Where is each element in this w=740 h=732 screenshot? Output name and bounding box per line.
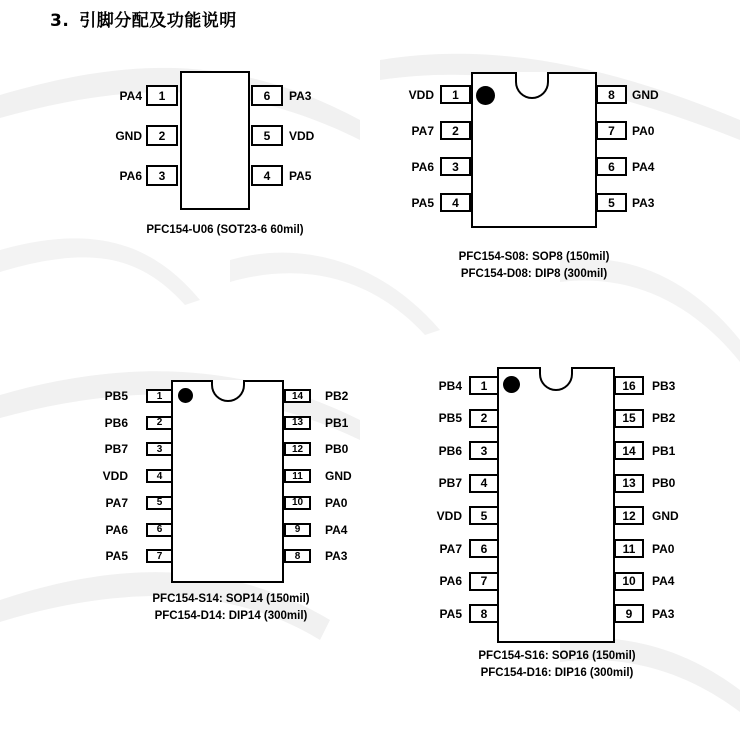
sop14-pin-label-13: PB1 [325, 415, 349, 430]
sop14-caption-1: PFC154-S14: SOP14 (150mil) [152, 593, 310, 605]
sop14-pin-label-8: PA3 [325, 549, 348, 564]
sop16-pin-6: 6 [469, 539, 499, 558]
sot23-pin-label-6: PA3 [289, 88, 312, 103]
sop16-pin-label-12: GND [652, 508, 679, 523]
section-title: 引脚分配及功能说明 [79, 11, 237, 31]
sop16-pin-2: 2 [469, 409, 499, 428]
sop8-pin-label-1: VDD [408, 87, 434, 102]
sop16-pin-label-13: PB0 [652, 476, 676, 491]
sot23-pin-1: 1 [146, 85, 178, 106]
sop14-pin-12: 12 [284, 442, 311, 456]
sop14-pin-label-1: PB5 [104, 389, 128, 403]
sop8-pin-label-2: PA7 [411, 123, 434, 138]
sop16-pin-label-7: PA6 [439, 574, 462, 589]
sop14-pin-label-4: VDD [102, 469, 128, 484]
sop16-pin-label-3: PB6 [438, 443, 462, 458]
sop8-pin-5: 5 [596, 193, 627, 212]
sop14-pin-13: 13 [284, 416, 311, 430]
sop16-pin-label-6: PA7 [439, 541, 462, 556]
sop16-chip-body [497, 367, 615, 643]
sop16-caption-2: PFC154-D16: DIP16 (300mil) [480, 667, 634, 679]
sop14-pin-10: 10 [284, 496, 311, 510]
sop16-pin-5: 5 [469, 506, 499, 525]
sot23-pin-4: 4 [251, 165, 283, 186]
sop14-caption-2: PFC154-D14: DIP14 (300mil) [154, 610, 308, 622]
sop16-pin-10: 10 [614, 572, 644, 591]
sop14-pin-4: 4 [146, 469, 173, 483]
sop16-pin-12: 12 [614, 506, 644, 525]
sop8-pin-label-8: GND [632, 87, 659, 102]
sop14-pin-14: 14 [284, 389, 311, 403]
sop16-pin-3: 3 [469, 441, 499, 460]
sop16-pin-label-4: PB7 [438, 476, 462, 491]
sop16-pin1-dot [503, 376, 520, 393]
sop16-pin-label-1: PB4 [438, 378, 462, 393]
sop8-pin-label-5: PA3 [632, 195, 655, 210]
sop16-pin-11: 11 [614, 539, 644, 558]
sop14-pin-label-7: PA5 [105, 549, 128, 564]
sop16-pin-label-5: VDD [436, 508, 462, 523]
sot23-caption-1: PFC154-U06 (SOT23-6 60mil) [146, 224, 304, 236]
sop14-pin-label-11: GND [325, 469, 352, 484]
sot23-pin-label-1: PA4 [119, 88, 142, 103]
sop16-pin-4: 4 [469, 474, 499, 493]
sot23-chip-body [180, 71, 250, 210]
sop8-pin-7: 7 [596, 121, 627, 140]
sop14-pin-7: 7 [146, 549, 173, 563]
sop14-chip-body [171, 380, 284, 583]
sop16-pin-15: 15 [614, 409, 644, 428]
sop14-pin-label-9: PA4 [325, 522, 348, 537]
sop8-pin-3: 3 [440, 157, 471, 176]
sop16-pin-9: 9 [614, 604, 644, 623]
sop14-pin-8: 8 [284, 549, 311, 563]
sot23-pin-label-4: PA5 [289, 168, 312, 183]
sot23-pin-label-2: GND [115, 128, 142, 143]
sop8-pin-label-3: PA6 [411, 159, 434, 174]
sop14-pin-3: 3 [146, 442, 173, 456]
sop16-caption-1: PFC154-S16: SOP16 (150mil) [478, 650, 636, 662]
sop14-pin-1: 1 [146, 389, 173, 403]
sop8-pin-2: 2 [440, 121, 471, 140]
sop14-pin-label-3: PB7 [104, 442, 128, 457]
sot23-pin-label-3: PA6 [119, 168, 142, 183]
sop14-pin-2: 2 [146, 416, 173, 430]
section-number: 3. [50, 11, 70, 31]
sop14-pin-9: 9 [284, 523, 311, 537]
sop16-pin-label-2: PB5 [438, 411, 462, 426]
sop14-pin-label-2: PB6 [104, 415, 128, 430]
sop16-pin-label-8: PA5 [439, 606, 462, 621]
sop8-pin-8: 8 [596, 85, 627, 104]
sop16-pin-label-15: PB2 [652, 411, 676, 426]
sop14-pin-label-6: PA6 [105, 522, 128, 537]
sop14-pin-11: 11 [284, 469, 311, 483]
sop16-pin-8: 8 [469, 604, 499, 623]
sop16-pin-7: 7 [469, 572, 499, 591]
sop8-pin-label-4: PA5 [411, 195, 434, 210]
sop8-pin-label-7: PA0 [632, 123, 655, 138]
sop14-pin-label-14: PB2 [325, 389, 349, 403]
sop8-caption-2: PFC154-D08: DIP8 (300mil) [460, 268, 608, 280]
sot23-pin-3: 3 [146, 165, 178, 186]
sop8-pin1-dot [476, 86, 495, 105]
sop14-pin1-dot [178, 388, 193, 403]
sop16-pin-label-10: PA4 [652, 574, 675, 589]
sot23-pin-label-5: VDD [289, 128, 315, 143]
sop14-pin-5: 5 [146, 496, 173, 510]
sop16-pin-13: 13 [614, 474, 644, 493]
sop16-pin-label-11: PA0 [652, 541, 675, 556]
sot23-pin-5: 5 [251, 125, 283, 146]
sot23-pin-6: 6 [251, 85, 283, 106]
sop14-pin-label-12: PB0 [325, 442, 349, 457]
sot23-pin-2: 2 [146, 125, 178, 146]
sop16-pin-1: 1 [469, 376, 499, 395]
sop14-pin-6: 6 [146, 523, 173, 537]
sop16-pin-label-16: PB3 [652, 378, 676, 393]
sop14-pin-label-5: PA7 [105, 495, 128, 510]
sop16-pin-14: 14 [614, 441, 644, 460]
sop8-pin-1: 1 [440, 85, 471, 104]
sop14-pin-label-10: PA0 [325, 495, 348, 510]
sop8-pin-4: 4 [440, 193, 471, 212]
sop16-pin-label-9: PA3 [652, 606, 675, 621]
sop16-pin-16: 16 [614, 376, 644, 395]
sop8-caption-1: PFC154-S08: SOP8 (150mil) [458, 251, 610, 263]
sop8-pin-6: 6 [596, 157, 627, 176]
sop16-pin-label-14: PB1 [652, 443, 676, 458]
sop8-pin-label-6: PA4 [632, 159, 655, 174]
